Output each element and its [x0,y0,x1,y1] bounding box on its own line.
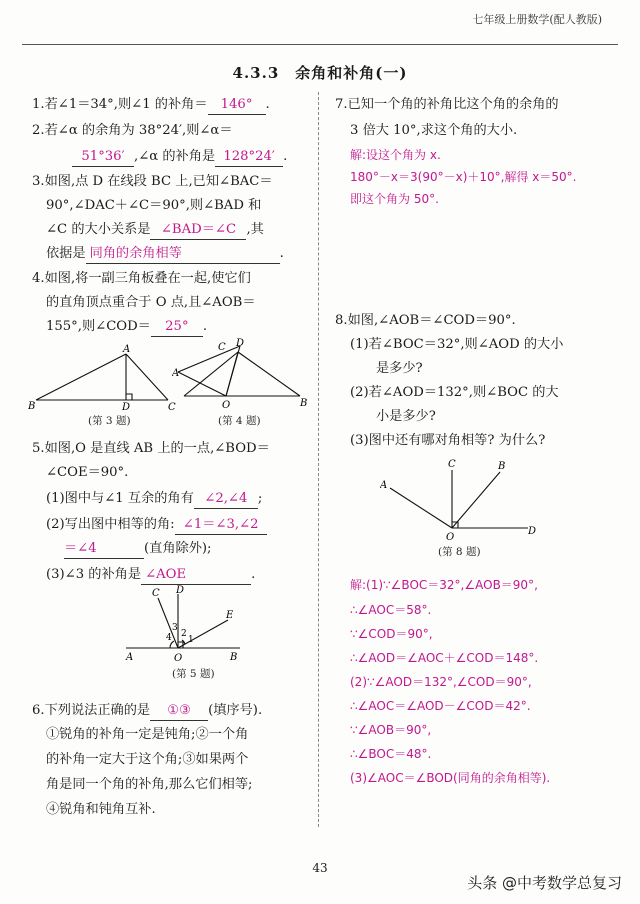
question-4-line2: 的直角顶点重合于 O 点,且∠AOB＝ [46,295,256,310]
question-3-line1: 3.如图,点 D 在线段 BC 上,已知∠BAC＝ [32,174,273,189]
question-6-line3: 的补角一定大于这个角;③如果两个 [46,752,249,767]
q1-text: 1.若∠1＝34°,则∠1 的补角＝ [32,97,208,112]
figure-8 [380,456,540,544]
fig4-label-D: D [236,338,245,349]
fig8-label-O: O [446,532,455,543]
q5-answer-1: ∠2,∠4 [194,490,258,509]
fig5-label-A: A [126,652,134,663]
fig4-label-O: O [222,400,231,411]
fig5-label-D: D [176,585,185,596]
question-7-line2: 3 倍大 10°,求这个角的大小. [350,123,518,138]
question-5-line3 [46,490,262,509]
figure-3 [28,342,178,412]
q4-end: . [202,319,208,334]
q5-l6-text: (3)∠3 的补角是 [46,567,142,582]
running-header: 七年级上册数学(配人教版) [472,13,602,26]
fig5-caption: (第 5 题) [172,668,215,680]
q5-answer-2b: ＝∠4 [64,540,144,559]
fig3-caption: (第 3 题) [88,415,131,427]
fig4-label-A: A [172,368,180,379]
question-6-line2: ①锐角的补角一定是钝角;②一个角 [46,727,249,742]
fig5-label-C: C [152,588,160,599]
question-8-line4: (2)若∠AOD＝132°,则∠BOC 的大 [350,385,559,400]
q3-answer-1: ∠BAD＝∠C [150,221,246,240]
fig5-label-4: 4 [166,633,172,643]
fig4-label-C: C [218,342,226,353]
fig8-label-A: A [380,480,388,491]
q5-answer-3: ∠AOE [141,566,251,585]
question-8-line5: 小是多少? [376,409,436,424]
q3-l4-text: 依据是 [46,246,86,261]
q6-answer: ①③ [150,702,208,721]
fig5-label-2: 2 [181,629,187,639]
q2-mid: ,∠α 的补角是 [134,149,216,164]
q1-answer: 146° [208,96,266,115]
question-8-line2: (1)若∠BOC＝32°,则∠AOD 的大小 [350,337,564,352]
fig5-label-3: 3 [172,623,178,633]
q8-answer-line4: ∴∠AOD＝∠AOC＋∠COD＝148°. [350,651,539,665]
fig5-label-B: B [230,652,238,663]
q5-l3-text: (1)图中与∠1 互余的角有 [46,491,194,506]
q8-answer-line5: (2)∵∠AOD＝132°,∠COD＝90°, [350,675,532,689]
question-5-line2: ∠COE＝90°. [46,465,129,480]
question-4-line1: 4.如图,将一副三角板叠在一起,使它们 [32,271,251,286]
q8-answer-line7: ∵∠AOB＝90°, [350,723,432,737]
q5-l6-end: . [251,567,256,582]
q8-answer-line8: ∴∠BOC＝48°. [350,747,432,761]
q5-l5-text: (直角除外); [144,541,212,556]
q8-answer-line1: 解:(1)∵∠BOC＝32°,∠AOB＝90°, [350,578,538,592]
fig3-label-A: A [123,344,131,355]
q8-answer-line9: (3)∠AOC＝∠BOD(同角的余角相等). [350,771,551,785]
q8-answer-line2: ∴∠AOC＝58°. [350,603,432,617]
question-3-line4 [46,245,284,264]
fig5-label-O: O [174,653,183,664]
fig8-label-B: B [498,461,506,472]
question-8-line6: (3)图中还有哪对角相等? 为什么? [350,433,546,448]
figure-4 [172,338,312,412]
q5-l3-end: ; [257,491,263,506]
q6-l1-end: (填序号). [208,703,263,718]
question-5-line1: 5.如图,O 是直线 AB 上的一点,∠BOD＝ [32,441,270,456]
q5-answer-2a: ∠1＝∠3,∠2 [175,516,267,535]
q7-answer-line2: 180°－x＝3(90°－x)＋10°,解得 x＝50°. [350,170,577,184]
fig3-label-D: D [122,402,131,412]
fig3-label-B: B [28,401,36,412]
header-rule [22,44,618,45]
q3-l3-text: ∠C 的大小关系是 [46,222,151,237]
question-3-line3 [46,221,264,240]
fig5-label-E: E [226,610,234,621]
q6-l1-text: 6.下列说法正确的是 [32,703,151,718]
q4-l3-text: 155°,则∠COD＝ [46,319,151,334]
question-3-line2: 90°,∠DAC＋∠C＝90°,则∠BAD 和 [46,198,262,213]
question-6-line5: ④锐角和钝角互补. [46,802,156,817]
q3-l3-end: ,其 [246,222,264,237]
q7-answer-line3: 即这个角为 50°. [350,192,439,206]
question-1 [32,96,270,115]
question-5-line4 [46,516,267,535]
q1-end: . [265,97,270,112]
q3-answer-2: 同角的余角相等 [86,245,280,264]
question-4-line3 [46,318,207,337]
q5-l4-text: (2)写出图中相等的角: [46,517,175,532]
fig8-caption: (第 8 题) [438,546,481,558]
question-5-line5 [64,540,211,559]
q8-answer-line6: ∴∠AOC＝∠AOD－∠COD＝42°. [350,699,531,713]
figure-5 [120,584,270,666]
fig4-caption: (第 4 题) [218,415,261,427]
question-2-line1: 2.若∠α 的余角为 38°24′,则∠α＝ [32,123,233,138]
fig4-label-B: B [300,398,308,409]
question-5-line6 [46,566,255,585]
page-number: 43 [312,861,328,875]
question-7-line1: 7.已知一个角的补角比这个角的余角的 [335,97,559,112]
question-6-line1 [32,702,262,721]
question-8-line1: 8.如图,∠AOB＝∠COD＝90°. [335,313,516,328]
q4-answer: 25° [151,318,203,337]
q2-end: . [283,149,288,164]
q2-answer-2: 128°24′ [215,148,283,167]
q8-answer-line3: ∵∠COD＝90°, [350,627,433,641]
q2-answer-1: 51°36′ [72,148,134,167]
question-6-line4: 角是同一个角的补角,那么它们相等; [46,777,253,792]
question-8-line3: 是多少? [376,361,423,376]
fig3-label-C: C [168,402,176,412]
fig8-label-C: C [448,459,456,470]
fig5-label-1: 1 [188,635,194,645]
fig8-label-D: D [528,526,537,537]
q7-answer-line1: 解:设这个角为 x. [350,148,441,162]
q3-l4-end: . [279,246,284,261]
watermark-credit: 头条 @中考数学总复习 [467,874,622,892]
question-2-line2 [72,148,287,167]
section-title: 4.3.3 余角和补角(一) [232,64,408,82]
column-divider [318,92,319,827]
